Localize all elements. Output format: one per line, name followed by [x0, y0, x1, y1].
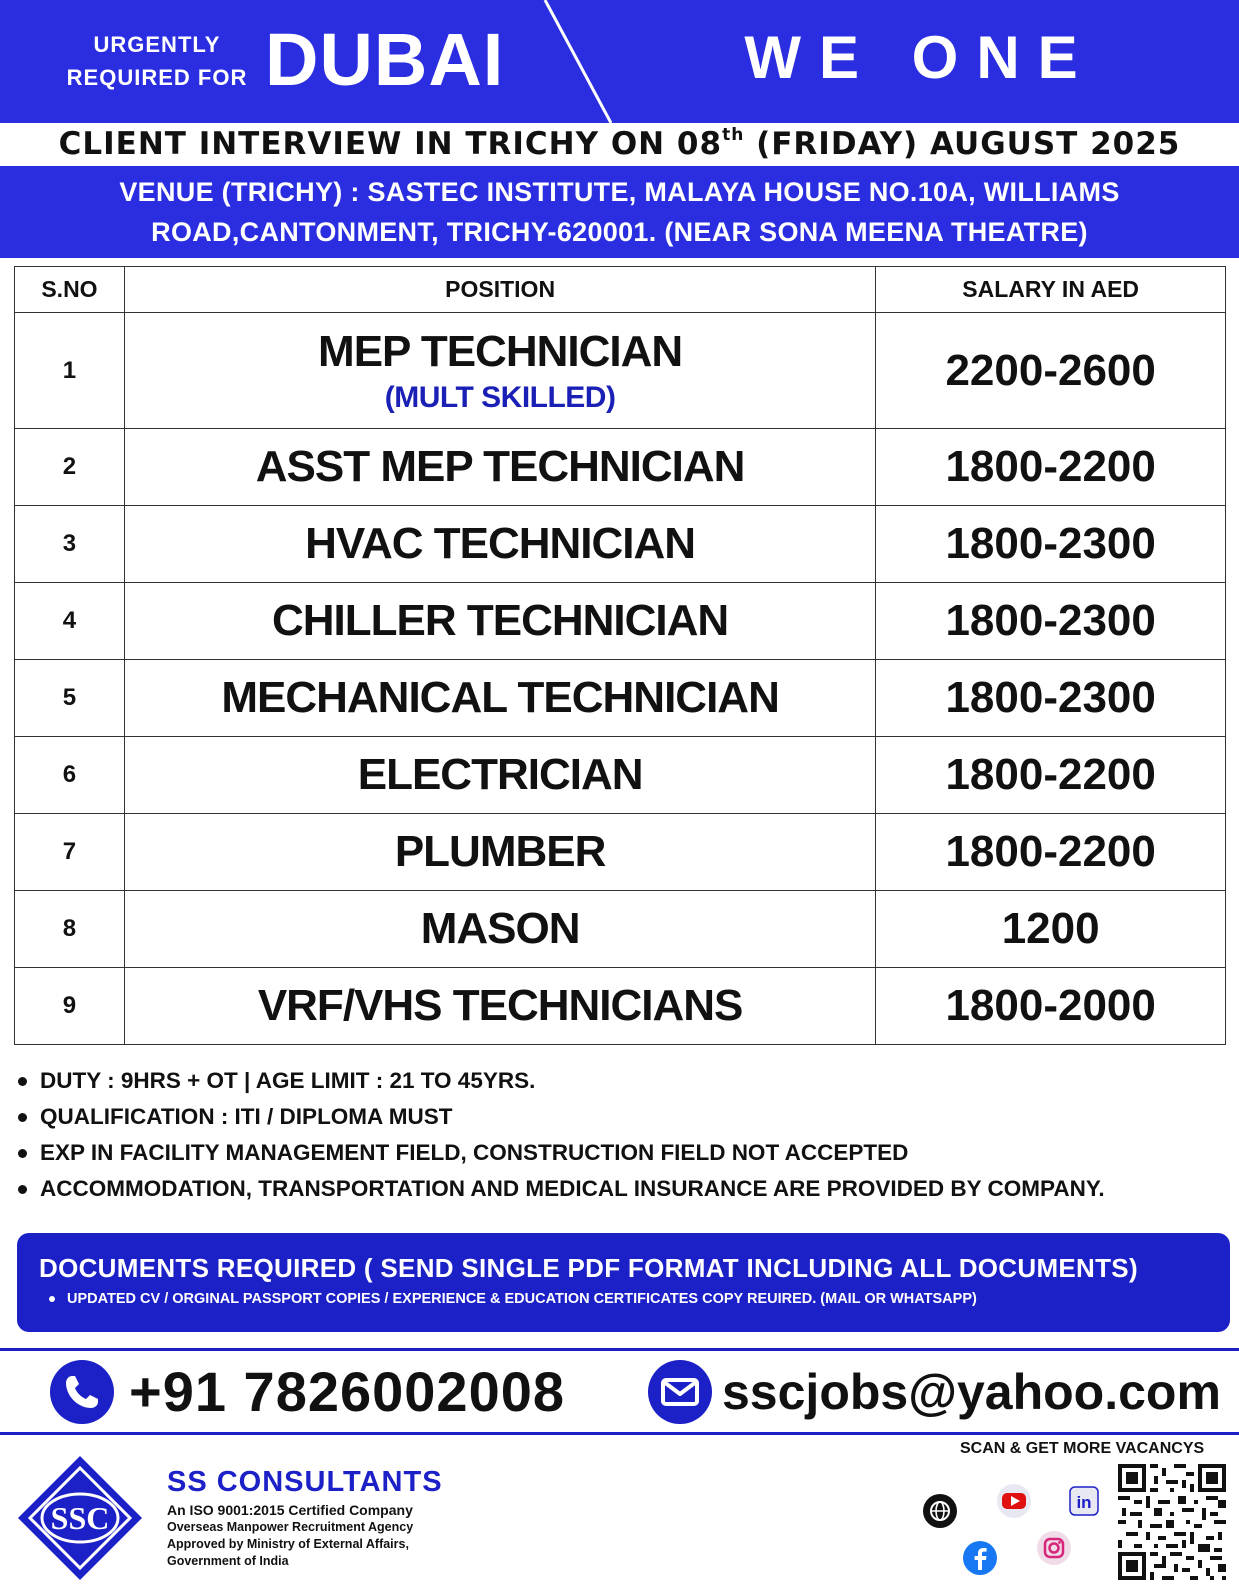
instagram-icon[interactable] [1036, 1530, 1072, 1566]
company-line-2: Overseas Manpower Recruitment Agency [167, 1520, 414, 1534]
company-title: WE ONE [744, 24, 1096, 91]
youtube-icon[interactable] [996, 1483, 1032, 1519]
documents-required-box [17, 1233, 1230, 1332]
row-sno: 8 [15, 891, 125, 968]
globe-icon[interactable] [922, 1493, 958, 1529]
phone-number[interactable]: +91 7826002008 [129, 1360, 565, 1423]
interview-suffix: (FRIDAY) AUGUST 2025 [744, 126, 1181, 162]
documents-title: DOCUMENTS REQUIRED ( SEND SINGLE PDF FORMAT INCLUDING ALL DOCUMENTS) [39, 1253, 1138, 1283]
svg-text:in: in [1076, 1493, 1092, 1512]
row-sno: 4 [15, 583, 125, 660]
phone-icon[interactable] [50, 1360, 114, 1424]
email-address[interactable]: sscjobs@yahoo.com [722, 1364, 1221, 1420]
row-position: MASON [124, 891, 875, 968]
row-salary: 1800-2000 [876, 968, 1226, 1045]
row-position: MECHANICAL TECHNICIAN [124, 660, 875, 737]
contact-bottom-rule [0, 1432, 1239, 1435]
list-item: DUTY : 9HRS + OT | AGE LIMIT : 21 TO 45YRS. [16, 1063, 1231, 1099]
list-item: QUALIFICATION : ITI / DIPLOMA MUST [16, 1099, 1231, 1135]
row-salary: 1800-2300 [876, 583, 1226, 660]
header-position: POSITION [124, 267, 875, 313]
row-sno: 5 [15, 660, 125, 737]
row-salary: 1800-2200 [876, 429, 1226, 506]
row-position: PLUMBER [124, 814, 875, 891]
facebook-icon[interactable] [962, 1540, 998, 1576]
position-title: MEP TECHNICIAN [318, 326, 683, 376]
table-row [15, 313, 1226, 429]
row-sno: 7 [15, 814, 125, 891]
table-row [15, 814, 1226, 891]
table-row [15, 891, 1226, 968]
row-position: HVAC TECHNICIAN [124, 506, 875, 583]
qr-code[interactable] [1118, 1464, 1226, 1580]
venue-line-2: ROAD,CANTONMENT, TRICHY-620001. (NEAR SONA MEENA THEATRE) [151, 217, 1088, 247]
urgently-line: URGENTLY [93, 32, 221, 57]
table-row [15, 737, 1226, 814]
urgently-required-text [62, 28, 252, 94]
table-row [15, 968, 1226, 1045]
row-position: ELECTRICIAN [124, 737, 875, 814]
table-header-row [15, 267, 1226, 313]
row-sno: 6 [15, 737, 125, 814]
row-position: CHILLER TECHNICIAN [124, 583, 875, 660]
row-salary: 1800-2300 [876, 660, 1226, 737]
company-details [167, 1502, 413, 1570]
row-sno: 9 [15, 968, 125, 1045]
header-sno: S.NO [15, 267, 125, 313]
company-line-3: Approved by Ministry of External Affairs, [167, 1537, 409, 1551]
interview-date-line [0, 123, 1239, 165]
table-row [15, 660, 1226, 737]
row-salary: 1200 [876, 891, 1226, 968]
positions-table [14, 266, 1226, 1045]
row-sno: 2 [15, 429, 125, 506]
row-sno: 3 [15, 506, 125, 583]
row-position: VRF/VHS TECHNICIANS [124, 968, 875, 1045]
list-item: ACCOMMODATION, TRANSPORTATION AND MEDICAL INSURANCE ARE PROVIDED BY COMPANY. [16, 1171, 1231, 1207]
list-item: EXP IN FACILITY MANAGEMENT FIELD, CONSTRUCTION FIELD NOT ACCEPTED [16, 1135, 1231, 1171]
row-salary: 2200-2600 [876, 313, 1226, 429]
contact-top-rule [0, 1348, 1239, 1351]
table-row [15, 429, 1226, 506]
venue-line-1: VENUE (TRICHY) : SASTEC INSTITUTE, MALAYA HOUSE NO.10A, WILLIAMS [119, 177, 1120, 207]
venue-band [0, 166, 1239, 258]
company-name: SS CONSULTANTS [167, 1466, 443, 1498]
required-for-line: REQUIRED FOR [66, 65, 248, 90]
header-banner [0, 0, 1239, 123]
company-line-1: An ISO 9001:2015 Certified Company [167, 1502, 413, 1518]
table-row [15, 583, 1226, 660]
row-salary: 1800-2200 [876, 737, 1226, 814]
company-line-4: Government of India [167, 1554, 289, 1568]
position-subtitle: (MULT SKILLED) [384, 380, 616, 414]
ssc-logo [14, 1452, 146, 1584]
documents-item: UPDATED CV / ORGINAL PASSPORT COPIES / EXPERIENCE & EDUCATION CERTIFICATES COPY REUIRED. (MAIL OR WHATSAPP) [39, 1289, 1208, 1309]
logo-text: SSC [50, 1500, 110, 1536]
interview-prefix: CLIENT INTERVIEW IN TRICHY ON 08 [58, 126, 723, 162]
requirements-list [16, 1063, 1231, 1207]
interview-superscript: th [722, 125, 745, 145]
row-position: ASST MEP TECHNICIAN [124, 429, 875, 506]
table-row [15, 506, 1226, 583]
row-salary: 1800-2200 [876, 814, 1226, 891]
mail-icon[interactable] [648, 1360, 712, 1424]
scan-text: SCAN & GET MORE VACANCYS [960, 1440, 1205, 1457]
row-sno: 1 [15, 313, 125, 429]
row-position [124, 313, 875, 429]
header-salary: SALARY IN AED [876, 267, 1226, 313]
row-salary: 1800-2300 [876, 506, 1226, 583]
location-title: DUBAI [265, 18, 505, 101]
linkedin-icon[interactable] [1066, 1483, 1102, 1519]
